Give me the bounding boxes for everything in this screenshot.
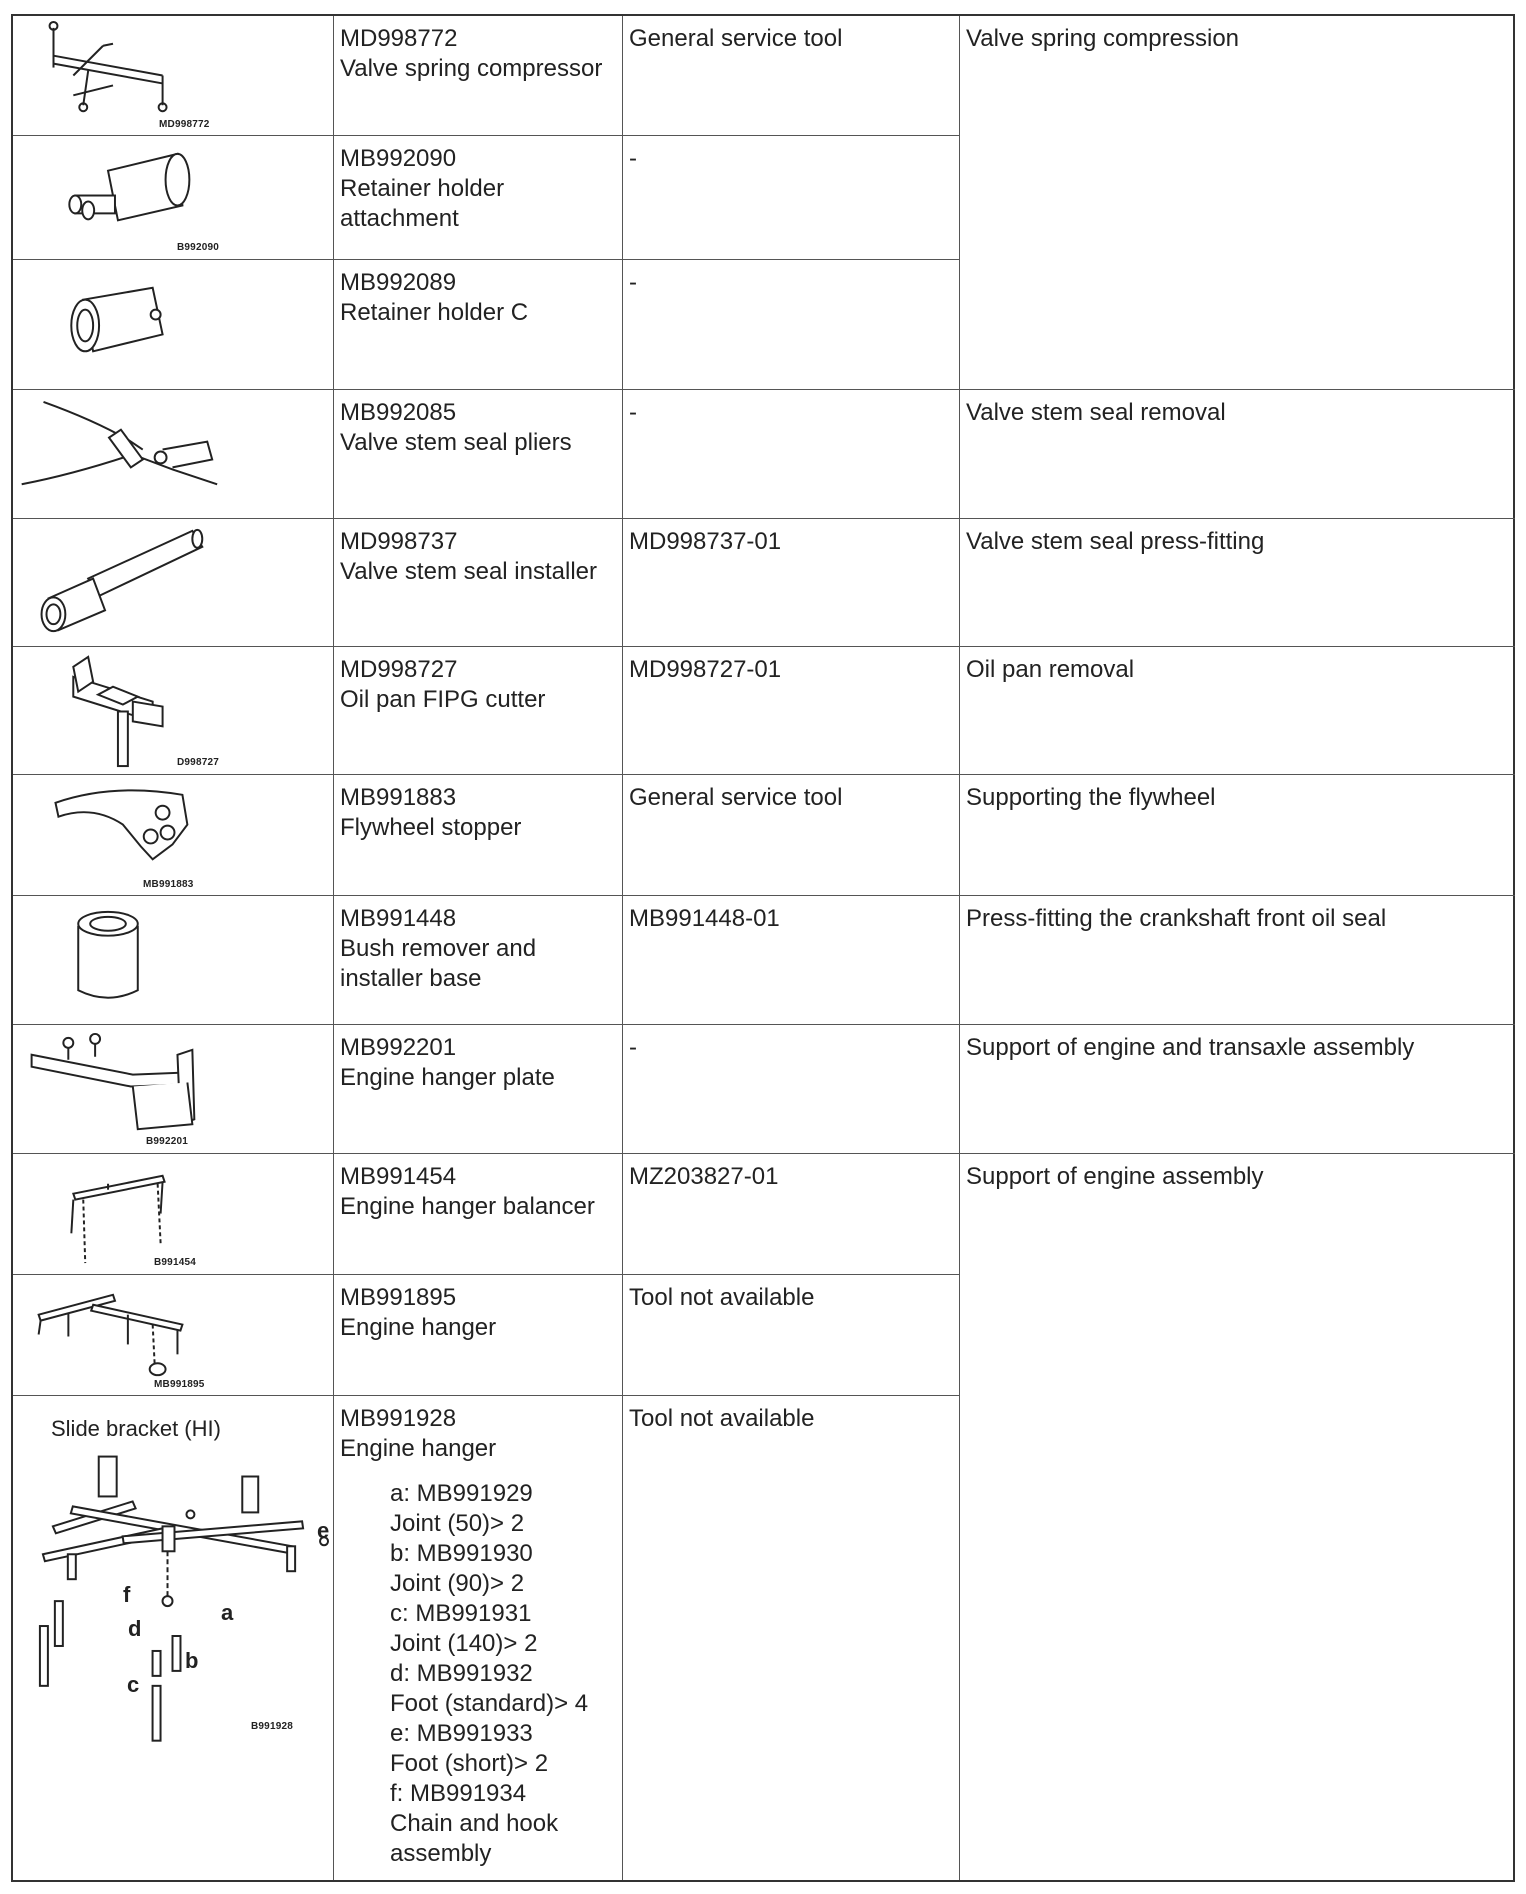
tool-image-label: B991928 bbox=[251, 1721, 293, 1732]
tool-image-cell bbox=[13, 16, 334, 136]
tool-number-name-cell bbox=[334, 1025, 623, 1154]
tool-name: Engine hanger bbox=[340, 1435, 497, 1462]
part-letter-a: a bbox=[221, 1600, 234, 1625]
engine-hanger-plate-icon bbox=[13, 1025, 333, 1153]
tool-image-cell bbox=[13, 136, 334, 260]
tool-image-label: MD998772 bbox=[159, 119, 210, 130]
tool-number: MD998727 bbox=[340, 656, 458, 683]
part-letter-d: d bbox=[128, 1616, 142, 1641]
part-item: Chain and hook bbox=[390, 1810, 559, 1837]
supersession-cell: General service tool bbox=[623, 16, 960, 136]
tool-number-name-cell bbox=[334, 1154, 623, 1275]
tool-number: MB991895 bbox=[340, 1284, 457, 1311]
tool-name: Valve spring compressor bbox=[340, 55, 603, 82]
part-item: Foot (standard)> 4 bbox=[390, 1690, 589, 1717]
flywheel-stopper-icon bbox=[13, 775, 333, 895]
tool-name: Valve stem seal installer bbox=[340, 558, 597, 585]
tool-image-label: MB991883 bbox=[143, 879, 194, 890]
supersession-cell: - bbox=[623, 1025, 960, 1154]
part-letter-c: c bbox=[127, 1672, 140, 1697]
valve-stem-seal-pliers-icon bbox=[13, 390, 333, 518]
tool-image-cell bbox=[13, 519, 334, 647]
tool-image-cell bbox=[13, 1154, 334, 1275]
tool-image-cell bbox=[13, 1396, 334, 1880]
tool-image-label: B992090 bbox=[177, 242, 219, 253]
part-letter-b: b bbox=[185, 1648, 199, 1673]
retainer-holder-attachment-icon bbox=[13, 136, 333, 259]
supersession-cell: General service tool bbox=[623, 775, 960, 896]
part-item: d: MB991932 bbox=[390, 1660, 533, 1687]
tool-number-name-cell bbox=[334, 390, 623, 519]
tool-number-name-cell bbox=[334, 1275, 623, 1396]
supersession-cell: MB991448-01 bbox=[623, 896, 960, 1025]
tool-number-name-cell bbox=[334, 519, 623, 647]
application-cell: Press-fitting the crankshaft front oil seal bbox=[960, 896, 1515, 1025]
tool-number: MB992089 bbox=[340, 269, 457, 296]
application-cell: Valve spring compression bbox=[960, 16, 1515, 390]
part-item: Joint (140)> 2 bbox=[390, 1630, 538, 1657]
tool-number: MD998737 bbox=[340, 528, 458, 555]
engine-hanger-icon bbox=[13, 1275, 333, 1395]
tool-image-cell bbox=[13, 647, 334, 775]
part-item: a: MB991929 bbox=[390, 1480, 533, 1507]
tool-name: Oil pan FIPG cutter bbox=[340, 686, 546, 713]
tool-number: MB992201 bbox=[340, 1034, 457, 1061]
tool-name: Bush remover and bbox=[340, 935, 537, 962]
slide-bracket-label: Slide bracket (HI) bbox=[51, 1416, 221, 1441]
oil-pan-fipg-cutter-icon bbox=[13, 647, 333, 774]
part-item: e: MB991933 bbox=[390, 1720, 533, 1747]
tool-number: MB992090 bbox=[340, 145, 457, 172]
retainer-holder-c-icon bbox=[13, 260, 333, 389]
tool-name: Valve stem seal pliers bbox=[340, 429, 572, 456]
supersession-cell: MZ203827-01 bbox=[623, 1154, 960, 1275]
application-cell: Valve stem seal press-fitting bbox=[960, 519, 1515, 647]
part-letter-e: e bbox=[317, 1518, 330, 1543]
supersession-cell: - bbox=[623, 136, 960, 260]
tool-name: attachment bbox=[340, 205, 459, 232]
supersession-cell: MD998737-01 bbox=[623, 519, 960, 647]
tool-image-label: B991454 bbox=[154, 1257, 196, 1268]
tool-name: Flywheel stopper bbox=[340, 814, 522, 841]
tool-number-name-cell bbox=[334, 775, 623, 896]
tool-number: MB991928 bbox=[340, 1405, 457, 1432]
tool-number-name-cell bbox=[334, 16, 623, 136]
application-cell: Oil pan removal bbox=[960, 647, 1515, 775]
tool-image-label: MB991895 bbox=[154, 1379, 205, 1390]
tool-number-name-cell bbox=[334, 896, 623, 1025]
tool-image-cell bbox=[13, 1275, 334, 1396]
supersession-cell: Tool not available bbox=[623, 1396, 960, 1880]
tool-name: Retainer holder bbox=[340, 175, 505, 202]
valve-stem-seal-installer-icon bbox=[13, 519, 333, 646]
part-item: Foot (short)> 2 bbox=[390, 1750, 549, 1777]
application-cell: Support of engine assembly bbox=[966, 1163, 1264, 1190]
tool-number: MB991454 bbox=[340, 1163, 457, 1190]
tool-image-cell bbox=[13, 1025, 334, 1154]
tool-number-name-cell bbox=[334, 647, 623, 775]
part-item: assembly bbox=[390, 1840, 492, 1867]
tool-number: MB991448 bbox=[340, 905, 457, 932]
tool-number-name-cell bbox=[334, 136, 623, 260]
tool-image-cell bbox=[13, 896, 334, 1025]
part-letter-f: f bbox=[123, 1582, 131, 1607]
valve-spring-compressor-icon bbox=[13, 16, 333, 135]
tool-image-cell bbox=[13, 260, 334, 390]
tool-number-name-cell bbox=[334, 1396, 623, 1880]
bush-remover-base-icon bbox=[13, 896, 333, 1024]
part-item: b: MB991930 bbox=[390, 1540, 533, 1567]
supersession-cell: - bbox=[623, 390, 960, 519]
engine-hanger-balancer-icon bbox=[13, 1154, 333, 1274]
part-item: c: MB991931 bbox=[390, 1600, 532, 1627]
supersession-cell: - bbox=[623, 260, 960, 390]
tool-name: Retainer holder C bbox=[340, 299, 529, 326]
tool-number: MB991883 bbox=[340, 784, 457, 811]
tool-number: MD998772 bbox=[340, 25, 458, 52]
tool-name: Engine hanger plate bbox=[340, 1064, 555, 1091]
part-item: Joint (50)> 2 bbox=[390, 1510, 525, 1537]
tool-image-label: D998727 bbox=[177, 757, 219, 768]
part-item: f: MB991934 bbox=[390, 1780, 527, 1807]
tool-image-label: B992201 bbox=[146, 1136, 188, 1147]
tool-name: Engine hanger balancer bbox=[340, 1193, 595, 1220]
special-tools-table bbox=[11, 14, 1515, 1882]
engine-hanger-slide-bracket-icon bbox=[13, 1396, 333, 1880]
part-item: Joint (90)> 2 bbox=[390, 1570, 525, 1597]
tool-image-cell bbox=[13, 775, 334, 896]
tool-number-name-cell bbox=[334, 260, 623, 390]
tool-number: MB992085 bbox=[340, 399, 457, 426]
tool-name: installer base bbox=[340, 965, 482, 992]
tool-image-cell bbox=[13, 390, 334, 519]
application-cell: Support of engine and transaxle assembly bbox=[960, 1025, 1515, 1154]
application-cell: Valve stem seal removal bbox=[960, 390, 1515, 519]
supersession-cell: MD998727-01 bbox=[623, 647, 960, 775]
application-cell: Supporting the flywheel bbox=[960, 775, 1515, 896]
supersession-cell: Tool not available bbox=[623, 1275, 960, 1396]
tool-name: Engine hanger bbox=[340, 1314, 497, 1341]
spacer bbox=[340, 1464, 616, 1479]
